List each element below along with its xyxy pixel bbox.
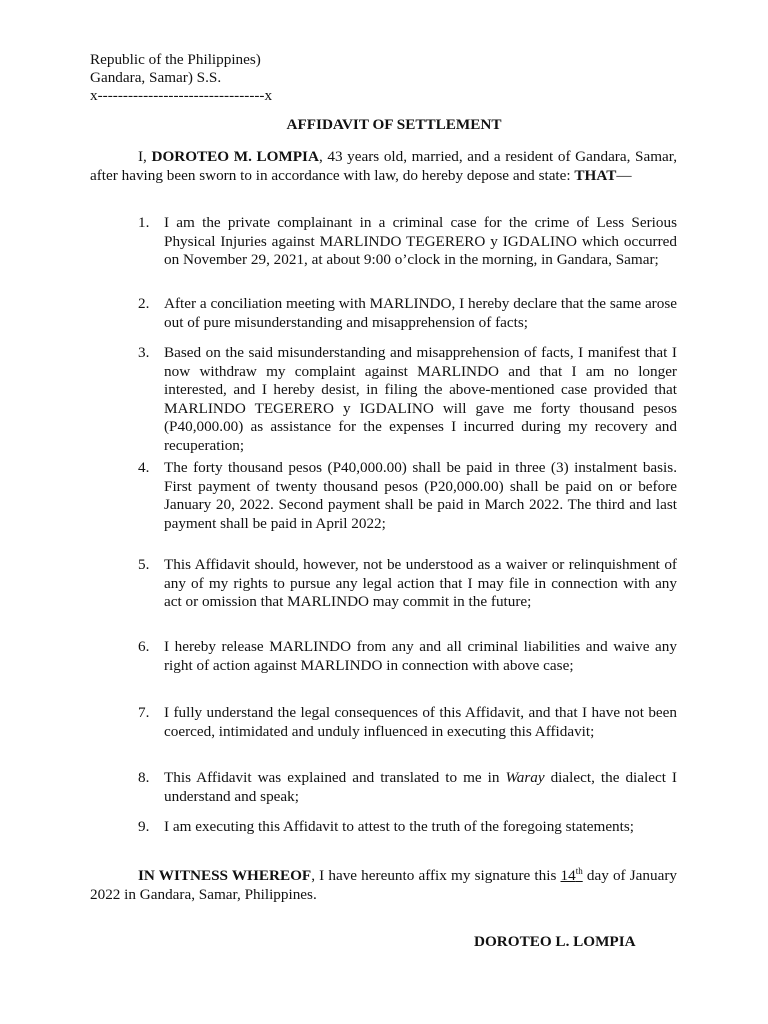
intro-paragraph	[90, 148, 677, 185]
item-text-pre: This Affidavit was explained and translated to me in	[164, 769, 506, 786]
case-caption	[90, 51, 272, 106]
caption-separator: x---------------------------------x	[90, 87, 273, 105]
item-number: 4.	[138, 459, 150, 476]
item-text	[164, 769, 677, 806]
item-text: This Affidavit should, however, not be understood as a waiver or relinquishment of any of my rights to pursue any legal action that I may file in connection with any act or omission that MARLINDO may commit in the future;	[164, 556, 677, 610]
witness-date-place: day of January 2022 in Gandara, Samar, Philippines.	[90, 867, 677, 903]
item-text: The forty thousand pesos (P40,000.00) shall be paid in three (3) instalment basis. First payment of twenty thousand pesos (P20,000.00) shall be paid on or before January 20, 2022. Second payment shall be paid in March 2022. The third and last payment shall be paid in April 2022;	[164, 459, 677, 532]
intro-that: THAT	[574, 166, 617, 184]
caption-venue: Gandara, Samar) S.S.	[90, 69, 222, 87]
signature-day-suffix: th	[575, 865, 583, 876]
statement-item	[138, 704, 677, 741]
item-number: 7.	[138, 704, 150, 721]
item-number: 5.	[138, 556, 150, 573]
intro-dash: —	[616, 166, 632, 184]
witness-lead: IN WITNESS WHEREOF	[138, 867, 312, 884]
item-text: After a conciliation meeting with MARLINDO, I hereby declare that the same arose out of pure misunderstanding and misapprehension of facts;	[164, 295, 677, 331]
statement-item	[138, 638, 677, 675]
statement-item	[138, 295, 677, 332]
signatory-name: DOROTEO L. LOMPIA	[474, 933, 636, 950]
item-number: 6.	[138, 638, 150, 655]
statement-item	[138, 769, 677, 806]
item-number: 8.	[138, 769, 150, 786]
statement-item	[138, 556, 677, 612]
item-text: I am executing this Affidavit to attest to the truth of the foregoing statements;	[164, 818, 635, 835]
item-text: I fully understand the legal consequences of this Affidavit, and that I have not been coerced, intimidated and unduly influenced in executing this Affidavit;	[164, 704, 677, 740]
affiant-name: DOROTEO M. LOMPIA	[151, 148, 319, 165]
statement-item	[138, 818, 677, 837]
statement-item	[138, 459, 677, 533]
intro-pre: I,	[138, 148, 152, 165]
item-number: 1.	[138, 214, 150, 231]
intro-body: , 43 years old, married, and a resident of Gandara, Samar, after having been sworn to in accordance with law, do hereby depose and state:	[90, 148, 678, 184]
item-text-post: dialect, the dialect I understand and speak;	[164, 769, 677, 805]
dialect-name: Waray	[505, 769, 545, 786]
signature-day	[561, 867, 583, 884]
item-text: I am the private complainant in a criminal case for the crime of Less Serious Physical Injuries against MARLINDO TEGERERO y IGDALINO which occurred on November 29, 2021, at about 9:00 o’clock in the morning, in Gandara, Samar;	[164, 214, 677, 268]
item-number: 2.	[138, 295, 150, 312]
item-number: 3.	[138, 344, 150, 361]
caption-republic: Republic of the Philippines)	[90, 51, 261, 68]
item-text: Based on the said misunderstanding and misapprehension of facts, I manifest that I now withdraw my complaint against MARLINDO and that I am no longer interested, and I hereby desist, in filing the above-mentioned case provided that MARLINDO TEGERERO y IGDALINO will gave me forty thousand pesos (P40,000.00) as assistance for the expenses I incurred during my recovery and recuperation;	[164, 344, 677, 454]
statement-item	[138, 344, 677, 455]
document-title: AFFIDAVIT OF SETTLEMENT	[286, 116, 502, 133]
witness-clause	[90, 867, 677, 904]
signature-day-number: 14	[560, 867, 576, 884]
statement-item	[138, 214, 677, 270]
item-number: 9.	[138, 818, 150, 835]
witness-body: , I have hereunto affix my signature this	[311, 867, 561, 884]
item-text: I hereby release MARLINDO from any and all criminal liabilities and waive any right of action against MARLINDO in connection with above case;	[164, 638, 677, 674]
